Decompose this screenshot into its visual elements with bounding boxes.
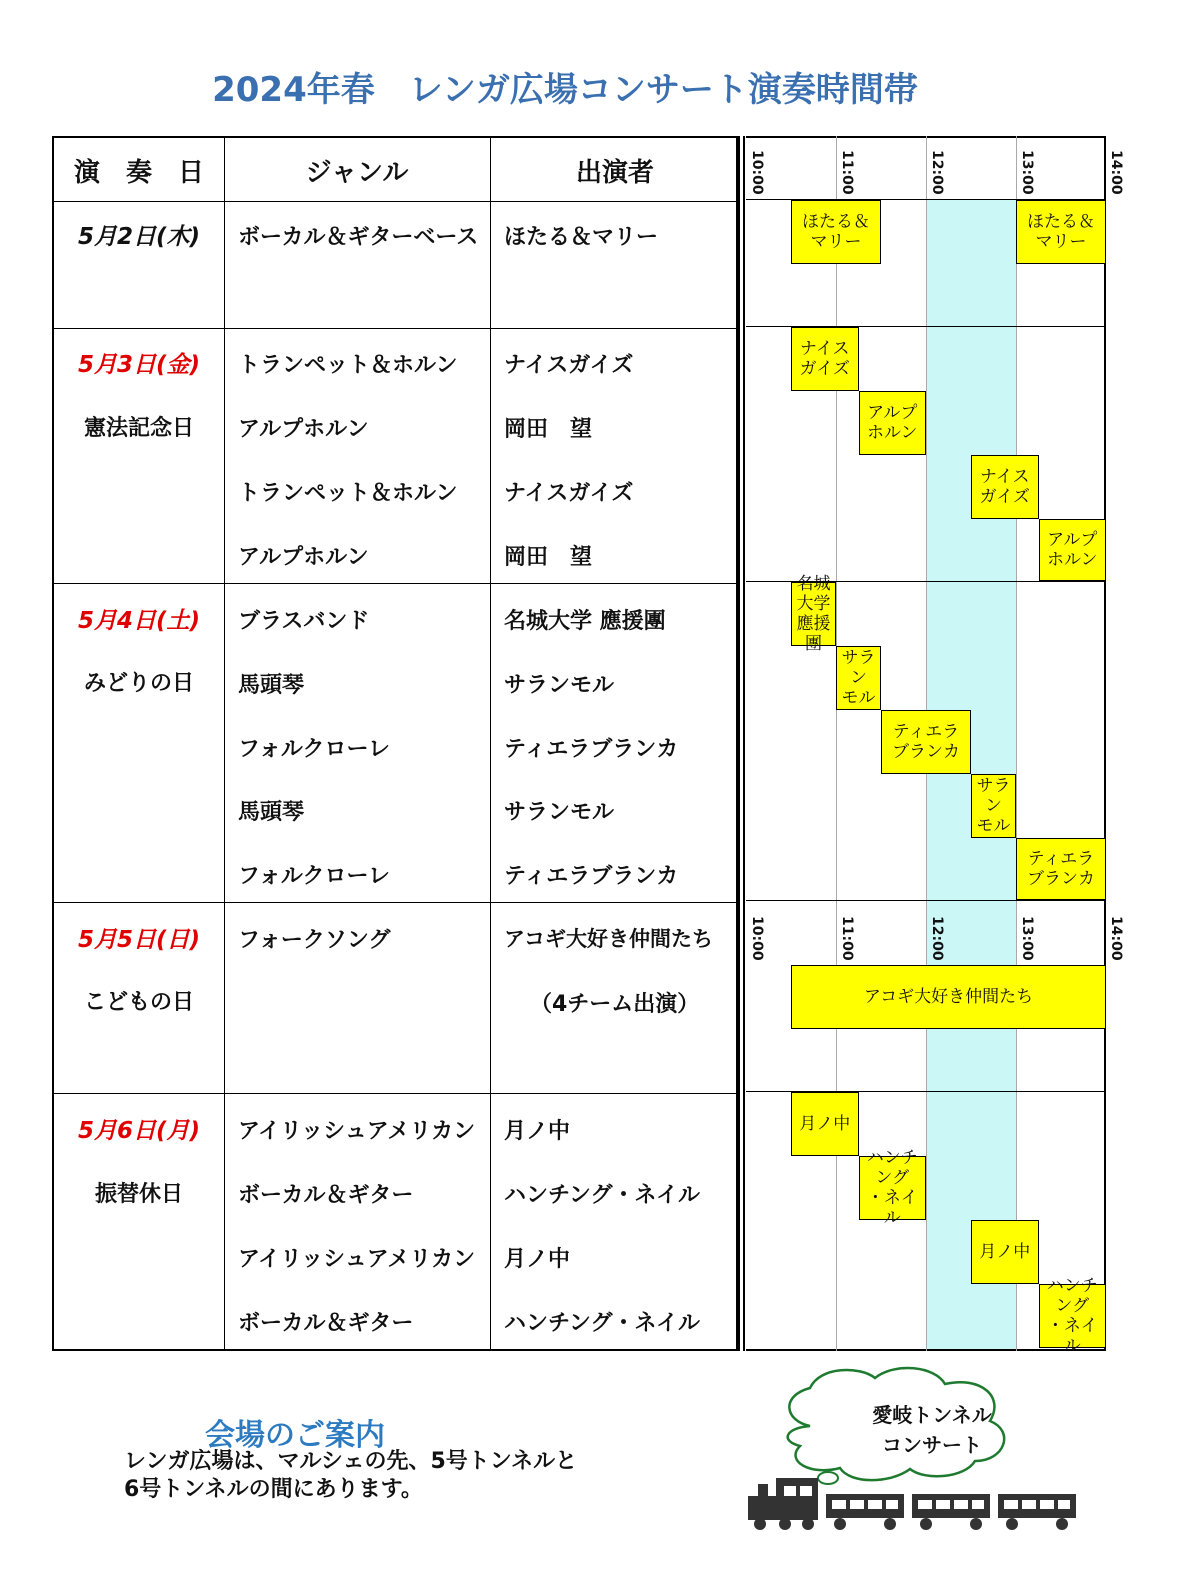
row-divider xyxy=(746,326,1106,327)
genre-cell: フォルクローレ xyxy=(238,864,391,889)
genre-cell: トランペット＆ホルン xyxy=(238,353,458,378)
genre-cell: 馬頭琴 xyxy=(238,800,305,825)
column-divider xyxy=(224,138,225,1349)
venue-text: レンガ広場は、マルシェの先、5号トンネルと 6号トンネルの間にあります。 xyxy=(124,1449,578,1502)
venue-title: 会場のご案内 xyxy=(205,1418,385,1453)
performer-cell: 名城大学 應援團 xyxy=(504,609,666,634)
performer-cell: 岡田 望 xyxy=(504,545,593,570)
row-divider xyxy=(746,581,1106,582)
day-date: 5月4日(土) xyxy=(77,608,201,634)
schedule-block: アルプ ホルン xyxy=(859,391,927,455)
performer-cell: ティエラブランカ xyxy=(504,737,679,762)
time-tick-label: 14:00 xyxy=(1108,916,1124,961)
schedule-table xyxy=(52,136,740,1351)
genre-cell: アイリッシュアメリカン xyxy=(238,1119,476,1144)
genre-cell: フォルクローレ xyxy=(238,737,391,762)
schedule-block: サラン モル xyxy=(971,774,1016,838)
performer-note: （4チーム出演） xyxy=(530,992,700,1017)
schedule-block: アコギ大好き仲間たち xyxy=(791,965,1106,1029)
schedule-block: 月ノ中 xyxy=(791,1092,859,1156)
cloud-text: 愛岐トンネル コンサート xyxy=(872,1403,992,1457)
genre-cell: ブラスバンド xyxy=(238,609,370,634)
time-tick-label: 14:00 xyxy=(1108,150,1124,195)
genre-cell: アイリッシュアメリカン xyxy=(238,1247,476,1272)
genre-cell: トランペット＆ホルン xyxy=(238,481,458,506)
row-divider xyxy=(746,199,1106,200)
row-divider xyxy=(746,1091,1106,1092)
day-holiday: みどりの日 xyxy=(83,671,194,696)
row-divider xyxy=(54,583,738,584)
header-date: 演 奏 日 xyxy=(73,157,204,188)
schedule-block: ナイス ガイズ xyxy=(791,327,859,391)
performer-cell: ハンチング・ネイル xyxy=(504,1183,701,1208)
time-tick-label: 13:00 xyxy=(1019,916,1035,961)
time-tick-label: 13:00 xyxy=(1019,150,1035,195)
performer-cell: 岡田 望 xyxy=(504,417,593,442)
time-tick-label: 10:00 xyxy=(749,150,765,195)
genre-cell: ボーカル＆ギター xyxy=(238,1311,414,1336)
schedule-block: 名城大学 應援團 xyxy=(791,582,836,646)
performer-cell: 月ノ中 xyxy=(504,1247,571,1272)
schedule-block: ほたる＆ マリー xyxy=(1016,200,1106,264)
performer-cell: サランモル xyxy=(504,800,615,825)
performer-cell: ハンチング・ネイル xyxy=(504,1311,701,1336)
schedule-block: ティエラ ブランカ xyxy=(881,710,971,774)
train-icon xyxy=(748,1478,1076,1530)
genre-cell: フォークソング xyxy=(238,928,391,953)
schedule-block: ハンチング ・ネイル xyxy=(1039,1284,1107,1348)
day-date: 5月5日(日) xyxy=(77,927,201,953)
performer-cell: ティエラブランカ xyxy=(504,864,679,889)
day-holiday: こどもの日 xyxy=(83,990,194,1015)
day-date: 5月6日(月) xyxy=(77,1118,201,1144)
performer-cell: ほたる＆マリー xyxy=(504,225,659,250)
day-holiday: 憲法記念日 xyxy=(83,416,194,441)
page-title: 2024年春 レンガ広場コンサート演奏時間帯 xyxy=(212,70,918,110)
header-genre: ジャンル xyxy=(305,157,409,188)
schedule-block: ナイス ガイズ xyxy=(971,455,1039,519)
time-gridline xyxy=(1016,136,1017,1351)
performer-cell: サランモル xyxy=(504,673,615,698)
schedule-block: ほたる＆ マリー xyxy=(791,200,881,264)
performer-cell: アコギ大好き仲間たち xyxy=(504,927,713,951)
time-tick-label: 11:00 xyxy=(839,150,855,195)
genre-cell: アルプホルン xyxy=(238,417,369,442)
row-divider xyxy=(54,902,738,903)
time-tick-label: 12:00 xyxy=(929,916,945,961)
column-divider xyxy=(490,138,491,1349)
time-gridline xyxy=(836,136,837,1351)
row-divider xyxy=(746,900,1106,901)
time-tick-label: 11:00 xyxy=(839,916,855,961)
time-tick-label: 10:00 xyxy=(749,916,765,961)
double-border xyxy=(743,136,745,1351)
schedule-block: ハンチング ・ネイル xyxy=(859,1156,927,1220)
schedule-block: サラン モル xyxy=(836,646,881,710)
performer-cell: ナイスガイズ xyxy=(504,353,634,378)
row-divider xyxy=(54,328,738,329)
genre-cell: アルプホルン xyxy=(238,545,369,570)
performer-cell: 月ノ中 xyxy=(504,1119,571,1144)
schedule-block: 月ノ中 xyxy=(971,1220,1039,1284)
day-date: 5月3日(金) xyxy=(77,352,201,378)
header-performer: 出演者 xyxy=(575,157,654,188)
double-border xyxy=(736,136,738,1351)
genre-cell: 馬頭琴 xyxy=(238,673,305,698)
schedule-block: ティエラ ブランカ xyxy=(1016,838,1106,900)
genre-cell: ボーカル＆ギター xyxy=(238,1183,414,1208)
row-divider xyxy=(54,1093,738,1094)
schedule-block: アルプ ホルン xyxy=(1039,519,1107,581)
genre-cell: ボーカル＆ギターベース xyxy=(238,225,479,250)
time-tick-label: 12:00 xyxy=(929,150,945,195)
day-date: 5月2日(木) xyxy=(77,224,201,250)
day-holiday: 振替休日 xyxy=(94,1182,183,1207)
performer-cell: ナイスガイズ xyxy=(504,481,634,506)
